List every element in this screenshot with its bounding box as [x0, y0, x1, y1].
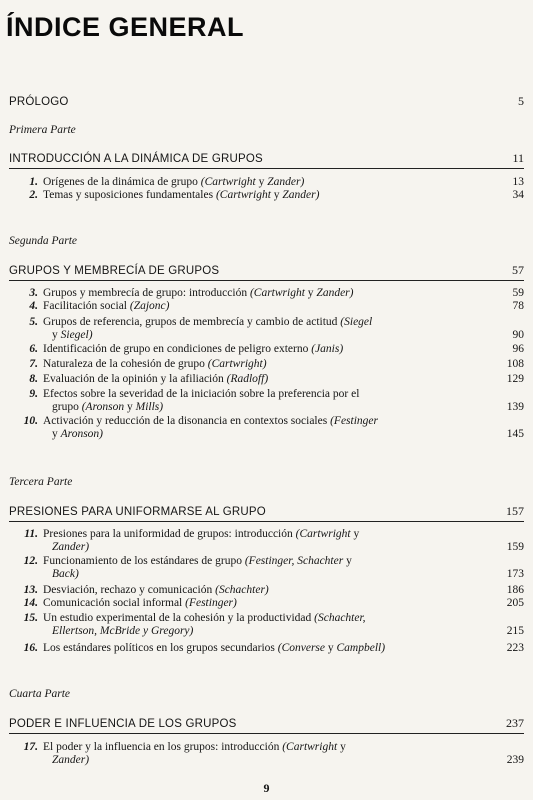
toc-entry [10, 316, 524, 342]
entry-title [43, 388, 480, 401]
toc-entry [10, 176, 524, 189]
entry-page: 59 [512, 287, 524, 299]
entry-title-text: Orígenes de la dinámica de grupo [43, 176, 201, 188]
entry-conjunction: y [337, 741, 346, 753]
entry-page: 186 [506, 584, 524, 596]
entry-page: 34 [512, 189, 524, 201]
toc-entry [10, 741, 524, 767]
entry-author: (Aronson [81, 401, 125, 413]
entry-title-text: grupo [52, 401, 82, 413]
section-rule [9, 521, 524, 522]
entry-author: Siegel) [60, 329, 93, 341]
section-page: 237 [506, 716, 524, 730]
toc-entry [10, 584, 524, 597]
entry-author: (Schachter) [215, 584, 269, 596]
entry-page: 159 [506, 541, 524, 553]
entry-number: 4. [29, 300, 38, 312]
entry-title [43, 597, 480, 610]
entry-page: 205 [506, 597, 524, 609]
entry-number: 14. [23, 597, 38, 609]
prologo-page: 5 [518, 94, 524, 108]
entry-title-text: Identificación de grupo en condiciones de peligro externo [43, 343, 312, 355]
entry-title-text: Temas y suposiciones fundamentales [43, 189, 216, 201]
entry-title-text: y [52, 428, 61, 440]
entry-conjunction: y [350, 528, 360, 540]
toc-entry [10, 358, 524, 371]
entry-title-text: Grupos y membrecía de grupo: introducción [43, 287, 250, 299]
entry-title [43, 287, 480, 300]
entry-title [43, 642, 480, 655]
toc-entry [10, 388, 524, 414]
entry-author: (Cartwright) [207, 358, 267, 370]
entry-title [43, 176, 480, 189]
entry-title-text: Evaluación de la opinión y la afiliación [43, 373, 227, 385]
entry-conjunction: y [343, 555, 352, 567]
entry-title-continued [52, 754, 480, 767]
entry-number: 1. [29, 176, 38, 188]
entry-page: 90 [512, 329, 524, 341]
entry-author: Back) [52, 568, 79, 580]
section-row [9, 151, 524, 166]
entry-title [43, 528, 480, 541]
toc-entry [10, 642, 524, 655]
entry-author: (Janis) [311, 343, 344, 355]
entry-title [43, 189, 480, 202]
section-row [9, 716, 524, 731]
section-title: GRUPOS Y MEMBRECÍA DE GRUPOS [9, 265, 220, 277]
entry-number: 6. [29, 343, 38, 355]
entry-title-text: Los estándares políticos en los grupos secundarios [43, 642, 278, 654]
entry-author: (Siegel [340, 316, 373, 328]
entry-page: 129 [506, 373, 524, 385]
entry-number: 15. [23, 612, 38, 624]
entry-title-text: Grupos de referencia, grupos de membrecía y cambio de actitud [43, 316, 341, 328]
section-rule [9, 733, 524, 734]
entry-title [43, 316, 480, 329]
toc-entry [10, 555, 524, 581]
entry-page: 223 [506, 642, 524, 654]
entry-number: 17. [23, 741, 38, 753]
section-row [9, 263, 524, 278]
toc-entry [10, 415, 524, 441]
page-number: 9 [263, 781, 270, 795]
entry-author: Zander) [282, 189, 320, 201]
entry-author: Ellertson, McBride y Gregory) [52, 625, 194, 637]
section-row [9, 504, 524, 519]
part-label: Tercera Parte [9, 476, 73, 488]
entry-conjunction: y [304, 287, 317, 299]
section-page: 57 [512, 263, 524, 277]
entry-author: (Cartwright [200, 176, 256, 188]
entry-page: 13 [512, 176, 524, 188]
entry-author: Zander) [52, 541, 90, 553]
entry-number: 12. [23, 555, 38, 567]
section-rule [9, 168, 524, 169]
toc-entry [10, 597, 524, 610]
section-rule [9, 280, 524, 281]
entry-title-continued [52, 428, 480, 441]
entry-number: 13. [23, 584, 38, 596]
entry-title-text: Presiones para la uniformidad de grupos: introducción [43, 528, 296, 540]
entry-number: 3. [29, 287, 38, 299]
part-label: Cuarta Parte [9, 688, 71, 700]
entry-title [43, 343, 480, 356]
entry-author: (Cartwright [295, 528, 351, 540]
entry-author: (Cartwright [215, 189, 271, 201]
entry-author: (Festinger [330, 415, 378, 427]
toc-entry [10, 287, 524, 300]
entry-number: 5. [29, 316, 38, 328]
section-title: INTRODUCCIÓN A LA DINÁMICA DE GRUPOS [9, 153, 263, 165]
entry-title [43, 358, 480, 371]
entry-title-continued [52, 625, 480, 638]
entry-title-continued [52, 329, 480, 342]
entry-conjunction: y [255, 176, 268, 188]
entry-title [43, 415, 480, 428]
entry-title [43, 373, 480, 386]
entry-page: 108 [506, 358, 524, 370]
entry-author: (Converse [277, 642, 326, 654]
entry-title-text: Desviación, rechazo y comunicación [43, 584, 216, 596]
entry-author: (Zajonc) [129, 300, 170, 312]
entry-page: 96 [512, 343, 524, 355]
section-title: PRESIONES PARA UNIFORMARSE AL GRUPO [9, 506, 266, 518]
entry-number: 8. [29, 373, 38, 385]
entry-title [43, 300, 480, 313]
entry-title-text: Facilitación social [43, 300, 130, 312]
section-page: 11 [512, 151, 524, 165]
entry-title [43, 555, 480, 568]
entry-number: 11. [24, 528, 38, 540]
entry-author: (Cartwright [249, 287, 305, 299]
entry-title-text: Un estudio experimental de la cohesión y la productividad [43, 612, 315, 624]
entry-title-text: Funcionamiento de los estándares de grupo [43, 555, 245, 567]
entry-number: 16. [23, 642, 38, 654]
entry-title [43, 584, 480, 597]
entry-author: (Festinger) [185, 597, 237, 609]
entry-number: 7. [29, 358, 38, 370]
entry-conjunction: y [270, 189, 283, 201]
prologo-row [9, 94, 524, 109]
entry-author: (Radloff) [226, 373, 269, 385]
entry-page: 139 [506, 401, 524, 413]
entry-conjunction: y [124, 401, 136, 413]
entry-title-continued [52, 568, 480, 581]
entry-author: Zander) [316, 287, 354, 299]
entry-number: 9. [29, 388, 38, 400]
toc-entry [10, 528, 524, 554]
entry-author: Zander) [52, 754, 90, 766]
entry-author: Zander) [267, 176, 305, 188]
toc-entry [10, 300, 524, 313]
toc-entry [10, 189, 524, 202]
part-label: Primera Parte [9, 124, 76, 136]
entry-title-text: Efectos sobre la severidad de la iniciación sobre la preferencia por el [43, 388, 360, 400]
toc-entry [10, 612, 524, 638]
entry-title-text: y [52, 329, 61, 341]
entry-author: (Schachter, [314, 612, 366, 624]
page-title: ÍNDICE GENERAL [6, 12, 245, 42]
entry-title-continued [52, 401, 480, 414]
entry-page: 215 [506, 625, 524, 637]
prologo-label: PRÓLOGO [9, 96, 69, 108]
entry-title [43, 612, 480, 625]
section-title: PODER E INFLUENCIA DE LOS GRUPOS [9, 718, 237, 730]
entry-author: (Cartwright [282, 741, 338, 753]
entry-author: Mills) [135, 401, 164, 413]
entry-author: Campbell) [336, 642, 386, 654]
part-label: Segunda Parte [9, 235, 78, 247]
entry-title-text: Comunicación social informal [43, 597, 186, 609]
section-page: 157 [506, 504, 524, 518]
entry-page: 173 [506, 568, 524, 580]
entry-author: Aronson) [60, 428, 104, 440]
entry-author: (Festinger, Schachter [244, 555, 344, 567]
entry-title-continued [52, 541, 480, 554]
toc-entry [10, 373, 524, 386]
toc-entry [10, 343, 524, 356]
entry-title-text: Activación y reducción de la disonancia en contextos sociales [43, 415, 331, 427]
entry-page: 145 [506, 428, 524, 440]
entry-title-text: El poder y la influencia en los grupos: introducción [43, 741, 283, 753]
entry-conjunction: y [325, 642, 337, 654]
entry-number: 10. [23, 415, 38, 427]
entry-number: 2. [29, 189, 38, 201]
entry-title [43, 741, 480, 754]
entry-title-text: Naturaleza de la cohesión de grupo [43, 358, 208, 370]
entry-page: 78 [512, 300, 524, 312]
entry-page: 239 [506, 754, 524, 766]
